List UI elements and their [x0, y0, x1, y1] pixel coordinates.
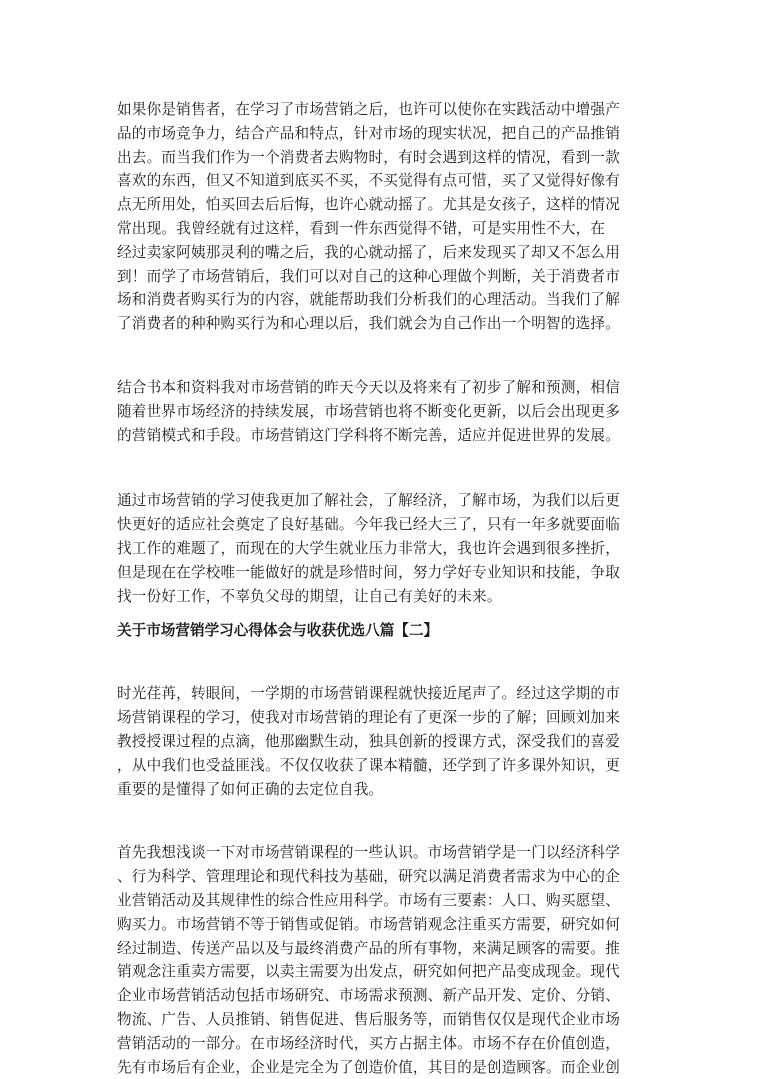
- paragraph-spacer: [117, 642, 657, 682]
- paragraph-outlook: 结合书本和资料我对市场营销的昨天今天以及将来有了初步了解和预测，相信 随着世界市场经济的持续发展，市场营销也将不断变化更新，以后会出现更多 的营销模式和手段。市场营销这门学科将不断完善，适应并促进世界的发展。: [117, 378, 620, 444]
- paragraph-spacer: [117, 447, 657, 489]
- paragraph-semester: 时光荏苒，转眼间，一学期的市场营销课程就快接近尾声了。经过这学期的市 场营销课程的学习，使我对市场营销的理论有了更深一步的了解；回顾刘加来 教授授课过程的点滴，他那幽默生动，独具创新的授课方式，深受我们的喜爱 ，从中我们也受益匪浅。不仅仅收获了课本精髓，还学到了许多课外知识，更 重要的是懂得了如何正确的去定位自我。: [117, 685, 620, 798]
- paragraph-understanding: 首先我想浅谈一下对市场营销课程的一些认识。市场营销学是一门以经济科学 、行为科学、管理理论和现代科技为基础，研究以满足消费者需求为中心的企 业营销活动及其规律性的综合性应用科学。市场有三要素：人口、购买愿望、 购买力。市场营销不等于销售或促销。市场营销观念注重买方需要，研究如何 经过制造、传送产品以及与最终消费产品的所有事物，来满足顾客的需要。推 销观念注重卖方需要，以卖主需要为出发点，研究如何把产品变成现金。现代 企业市场营销活动包括市场研究、市场需求预测、新产品开发、定价、分销、 物流、广告、人员推销、销售促进、售后服务等，而销售仅仅是现代企业市场 营销活动的一部分。在市场经济时代，买方占据主体。市场不存在价值创造， 先有市场后有企业，企业是完全为了创造价值，其目的是创造顾客。而企业创: [117, 844, 620, 1076]
- paragraph-society: 通过市场营销的学习使我更加了解社会，了解经济，了解市场，为我们以后更 快更好的适应社会奠定了良好基础。今年我已经大三了，只有一年多就要面临 找工作的难题了，而现在的大学生就业压力非常大，我也许会遇到很多挫折， 但是现在在学校唯一能做好的就是珍惜时间，努力学好专业知识和技能，争取 找一份好工作，不辜负父母的期望，让自己有美好的未来。: [117, 492, 620, 605]
- section-heading: 关于市场营销学习心得体会与收获优选八篇【二】: [117, 622, 439, 640]
- document-page: [117, 98, 657, 1079]
- paragraph-spacer: [117, 336, 657, 376]
- paragraph-seller: 如果你是销售者，在学习了市场营销之后，也许可以使你在实践活动中增强产 品的市场竞争力，结合产品和特点，针对市场的现实状况，把自己的产品推销 出去。而当我们作为一个消费者去购物时，有时会遇到这样的情况，看到一款 喜欢的东西，但又不知道到底买不买，不买觉得有点可惜，买了又觉得好像有 点无所用处，怕买回去后后悔，也许心就动摇了。尤其是女孩子，这样的情况 常出现。我曾经就有过这样，看到一件东西觉得不错，可是实用性不大，在 经过卖家阿姨那灵利的嘴之后，我的心就动摇了，后来发现买了却又不怎么用 到！而学了市场营销后，我们可以对自己的这种心理做个判断，关于消费者市 场和消费者购买行为的内容，就能帮助我们分析我们的心理活动。当我们了解 了消费者的种种购买行为和心理以后，我们就会为自己作出一个明智的选择。: [117, 101, 620, 333]
- paragraph-spacer: [117, 608, 657, 620]
- paragraph-spacer: [117, 801, 657, 841]
